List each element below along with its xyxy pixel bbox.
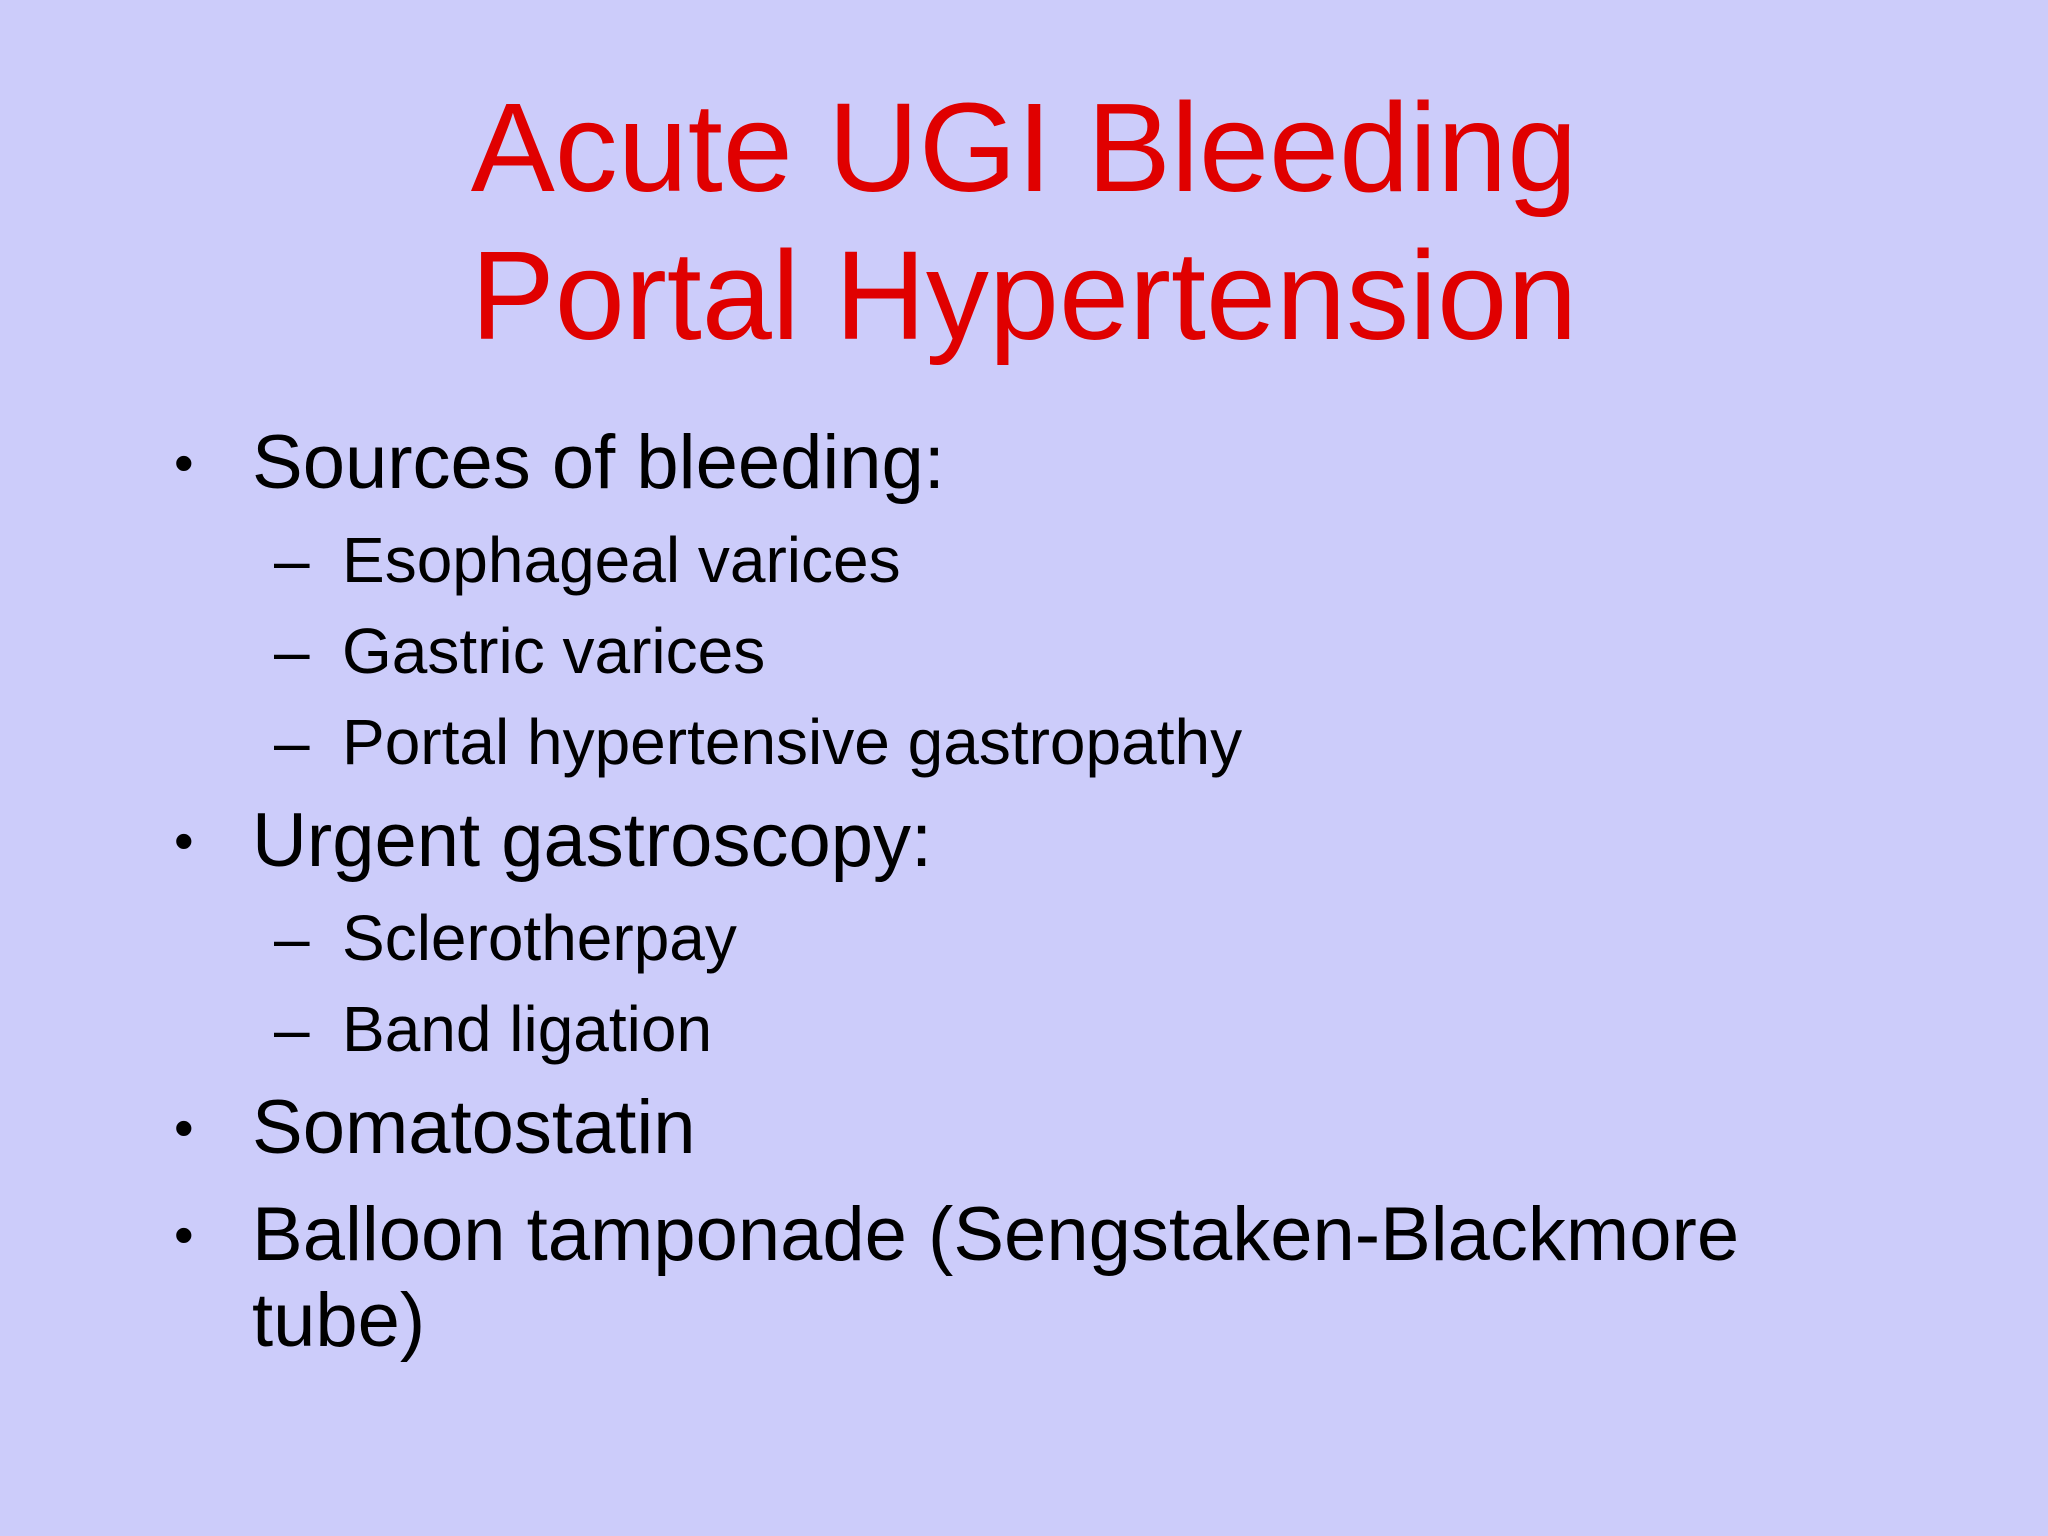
sub-item-band-ligation [274, 991, 713, 1067]
sub-item-sclerotherapy [274, 900, 737, 976]
sub-item-text: Esophageal varices [342, 524, 901, 596]
bullet-text: Urgent gastroscopy: [252, 798, 933, 883]
bullet-text-line-2: tube) [252, 1278, 426, 1363]
sub-item-text: Portal hypertensive gastropathy [342, 706, 1243, 778]
title-line-2: Portal Hypertension [470, 225, 1578, 366]
sub-item-text: Sclerotherpay [342, 902, 737, 974]
bullet-icon: • [174, 1203, 194, 1266]
bullet-icon: • [174, 809, 194, 872]
bullet-text: Sources of bleeding: [252, 420, 945, 505]
sub-item-text: Band ligation [342, 993, 713, 1065]
dash-icon: – [274, 524, 310, 596]
dash-icon: – [274, 993, 310, 1065]
sub-item-gastric [274, 613, 766, 689]
sub-item-gastropathy [274, 704, 1243, 780]
bullet-text-line-1: Balloon tamponade (Sengstaken-Blackmore [252, 1192, 1740, 1277]
dash-icon: – [274, 706, 310, 778]
sub-item-esophageal [274, 522, 901, 598]
title-line-1: Acute UGI Bleeding [470, 77, 1578, 218]
bullet-item-gastroscopy [174, 798, 933, 884]
sub-item-text: Gastric varices [342, 615, 766, 687]
bullet-text: Somatostatin [252, 1085, 696, 1170]
bullet-item-sources [174, 420, 945, 506]
dash-icon: – [274, 615, 310, 687]
bullet-icon: • [174, 1096, 194, 1159]
bullet-item-balloon-tamponade [174, 1192, 1740, 1364]
bullet-item-somatostatin [174, 1085, 696, 1171]
dash-icon: – [274, 902, 310, 974]
bullet-icon: • [174, 431, 194, 494]
